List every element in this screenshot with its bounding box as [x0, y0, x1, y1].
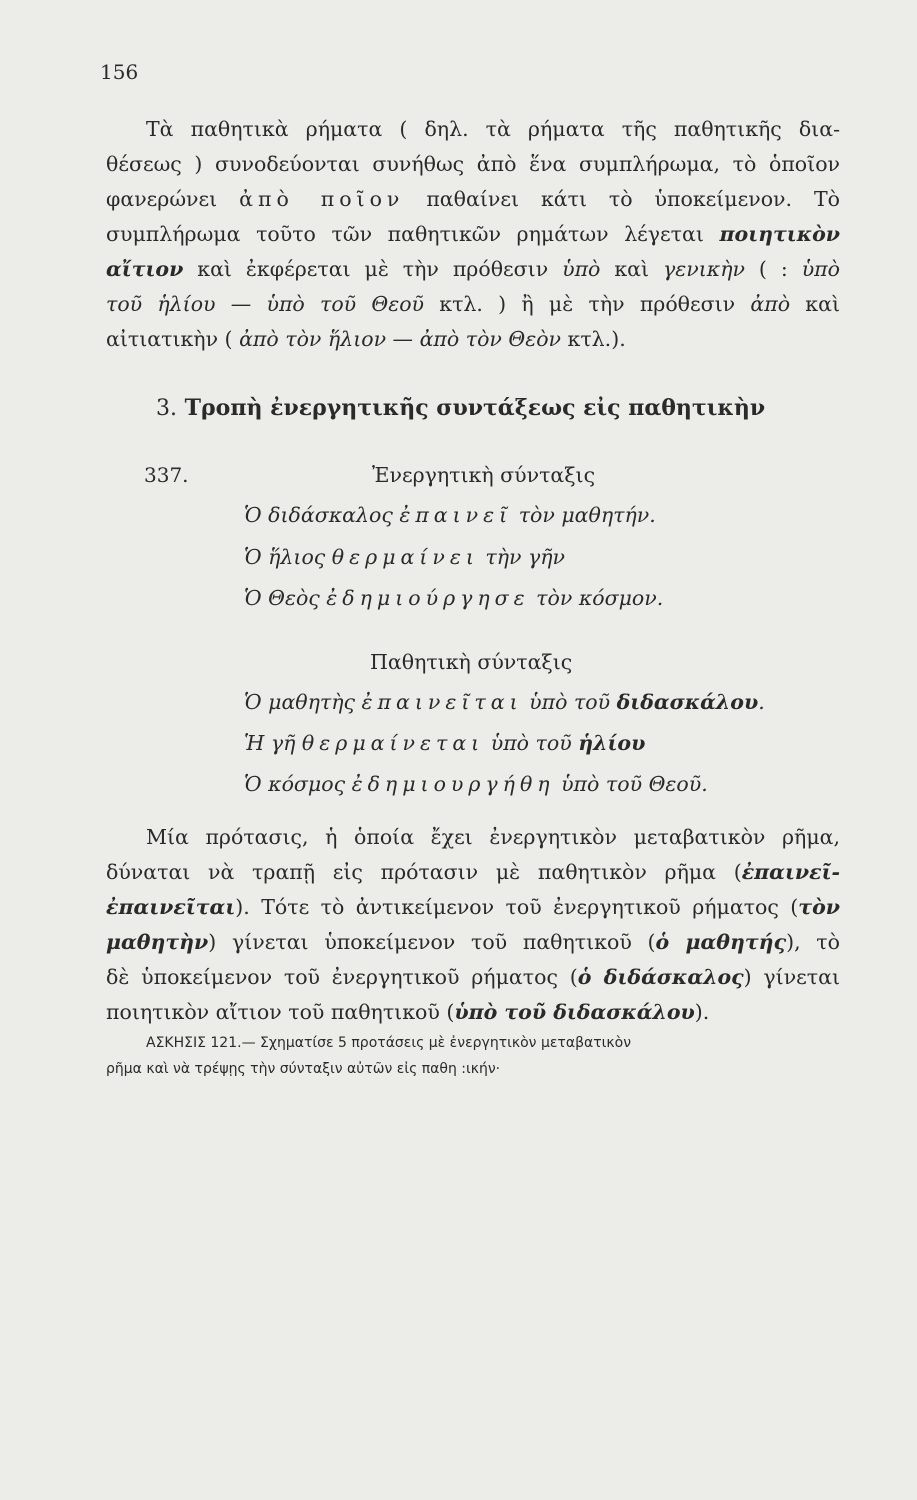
text-line: δὲ ὑποκείμενον τοῦ ἐνεργητικοῦ ρήματος (ὁ διδάσκαλος) γίνεται — [106, 965, 841, 989]
text-line: Τὰ παθητικὰ ρήματα ( δηλ. τὰ ρήματα τῆς παθητικῆς δια- — [146, 117, 840, 141]
text-line: αἴτιον καὶ ἐκφέρεται μὲ τὴν πρόθεσιν ὑπὸ καὶ γενικὴν ( : ὑπὸ — [106, 257, 840, 281]
exercise-line: ΑΣΚΗΣΙΣ 121.— Σχηματίσε 5 προτάσεις μὲ ἐνεργητικὸν μεταβατικὸν — [146, 1035, 632, 1051]
paragraph-transformation — [106, 820, 840, 1030]
passive-example: Ἡ γῆ θερμαίνεται ὑπὸ τοῦ ἡλίου — [244, 731, 646, 755]
active-example: Ὁ διδάσκαλος ἐπαινεῖ τὸν μαθητήν. — [244, 503, 656, 527]
active-example: Ὁ ἥλιος θερμαίνει τὴν γῆν — [244, 545, 566, 569]
passive-example: Ὁ κόσμος ἐδημιουργήθη ὑπὸ τοῦ Θεοῦ. — [244, 772, 708, 796]
active-syntax-title: Ἐνεργητικὴ σύνταξις — [372, 463, 596, 487]
text-line: ἐπαινεῖται). Τότε τὸ ἀντικείμενον τοῦ ἐνεργητικοῦ ρήματος (τὸν — [106, 895, 840, 919]
text-line: θέσεως ) συνοδεύονται συνήθως ἀπὸ ἕνα συμπλήρωμα, τὸ ὁποῖον — [106, 152, 840, 176]
text-line: συμπλήρωμα τοῦτο τῶν παθητικῶν ρημάτων λέγεται ποιητικὸν — [106, 222, 840, 246]
text-line: φανερώνει ἀπὸ ποῖον παθαίνει κάτι τὸ ὑποκείμενον. Τὸ — [106, 187, 840, 211]
passive-example: Ὁ μαθητὴς ἐπαινεῖται ὑπὸ τοῦ διδασκάλου. — [244, 690, 765, 714]
exercise-line: ρῆμα καὶ νὰ τρέψῃς τὴν σύνταξιν αὐτῶν εἰς παθη :ικήν· — [106, 1061, 501, 1077]
text-line: δύναται νὰ τραπῇ εἰς πρότασιν μὲ παθητικὸν ρῆμα (ἐπαινεῖ- — [106, 860, 840, 884]
text-line: αἰτιατικὴν ( ἀπὸ τὸν ἥλιον — ἀπὸ τὸν Θεὸν κτλ.). — [106, 327, 626, 351]
text-line: Μία πρότασις, ἡ ὁποία ἔχει ἐνεργητικὸν μεταβατικὸν ρῆμα, — [146, 825, 840, 849]
section-heading: 3. Τροπὴ ἐνεργητικῆς συντάξεως εἰς παθητικὴν — [156, 395, 766, 421]
passive-syntax-title: Παθητικὴ σύνταξις — [370, 650, 573, 674]
text-line: τοῦ ἡλίου — ὑπὸ τοῦ Θεοῦ κτλ. ) ἢ μὲ τὴν πρόθεσιν ἀπὸ καὶ — [106, 292, 840, 316]
section-number: 337. — [144, 463, 189, 487]
text-line: ποιητικὸν αἴτιον τοῦ παθητικοῦ (ὑπὸ τοῦ διδασκάλου). — [106, 1000, 710, 1024]
page-number: 156 — [100, 60, 139, 84]
active-example: Ὁ Θεὸς ἐδημιούργησε τὸν κόσμον. — [244, 586, 664, 610]
exercise-note — [106, 1030, 840, 1082]
text-line: μαθητὴν) γίνεται ὑποκείμενον τοῦ παθητικοῦ (ὁ μαθητής), τὸ — [106, 930, 840, 954]
paragraph-passive-verbs — [106, 112, 840, 357]
